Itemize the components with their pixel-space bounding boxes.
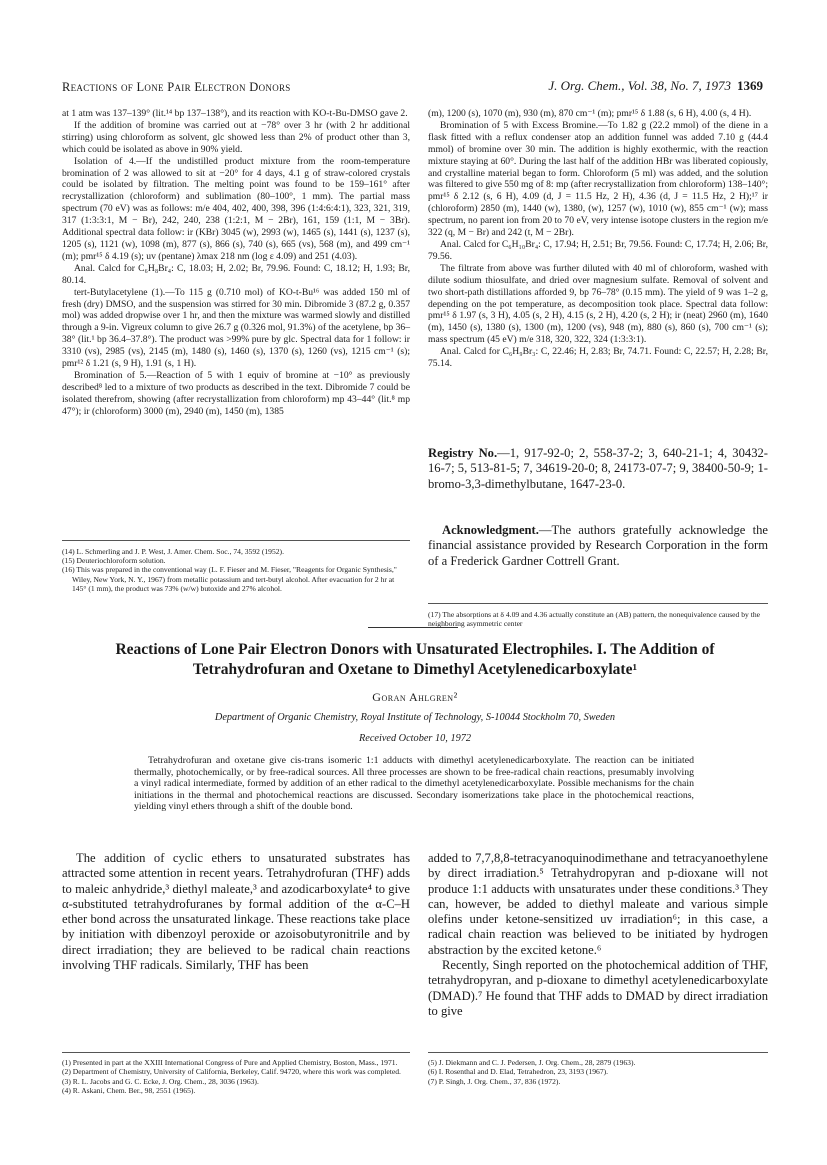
experimental-right-column [428, 108, 768, 370]
body-left-column [62, 851, 410, 973]
paragraph: added to 7,7,8,8-tetracyanoquinodimethane and tetracyanoethylene by direct irradiation.⁵ Tetrahydropyran and p-dioxane will not produce 1:1 adducts with unsaturates under these conditions.³ They can, however, be added to diethyl maleate and various simple olefins under ketone-sensitized uv irradiation⁶; in this case, a radical chain reaction was believed to be initiated by hydrogen abstraction by the excited ketone.⁶ [428, 851, 768, 957]
footnote: (3) R. L. Jacobs and G. C. Ecke, J. Org. Chem., 28, 3036 (1963). [62, 1076, 259, 1086]
footnotes-top-left [62, 540, 410, 593]
footnote-top-right: (17) The absorptions at δ 4.09 and 4.36 actually constitute an (AB) pattern, the nonequivalence caused by the neighboring asymmetric center [428, 603, 768, 628]
footnote: (7) P. Singh, J. Org. Chem., 37, 836 (1972). [428, 1076, 561, 1086]
paragraph: Bromination of 5 with Excess Bromine.—To 1.82 g (22.2 mmol) of the diene in a flask fitted with a reflux condenser atop an addition funnel was added 7.10 g (44.4 mmol) of bromine over 30 min. The addition is highly exothermic, with the reaction mixture staying at 60°. During the last half of the addition HBr was liberated copiously, and crystalline material began to form. Chloroform (5 ml) was added, and the solution was filtered to give 550 mg of 8: mp (after recrystallization from chloroform) 138–140°; pmr¹⁵ δ 2.12 (s, 6 H), 4.09 (d, J = 11.5 Hz, 2 H), 4.36 (d, J = 11.5 Hz, 2 H);¹⁷ ir (chloroform) 2850 (m), 1440 (w), 1380, (w), 1257 (w), 1010 (w), 855 cm⁻¹ (w); mass spectrum, no parent ion from 20 to 70 eV, very intense isotope clusters in the region m/e 322 (q, M − Br) and 242 (t, M − 2Br). [428, 119, 768, 239]
footnote: (16) This was prepared in the conventional way (L. F. Fieser and M. Fieser, "Reagents for Organic Synthesis," Wiley, New York, N. Y., 1967) from metallic potassium and tert-butyl alcohol. After evacuation for 2 hr at 145° (1 mm), the product was 73% (w/w) butoxide and 27% alcohol. [62, 565, 397, 593]
page-number: 1369 [737, 78, 763, 93]
footnote: (14) L. Schmerling and J. P. West, J. Amer. Chem. Soc., 74, 3592 (1952). [62, 547, 284, 556]
journal-citation [548, 78, 763, 94]
experimental-left-column [62, 108, 410, 418]
registry-numbers [428, 446, 768, 492]
abstract: Tetrahydrofuran and oxetane give cis-trans isomeric 1:1 adducts with dimethyl acetylenedicarboxylate. The reaction can be initiated thermally, photochemically, or by free-radical sources. All three processes are shown to be free-radical chain reactions, presumably involving a vinyl radical intermediate, formed by addition of an ether radical to the dimethyl acetylenedicarboxylate. Possible mechanisms for the chain initiations in the thermal and photochemical reactions are discussed. Secondary isomerizations take place in the photochemical reactions, yielding vinyl ethers through a shift of the double bond. [134, 755, 694, 813]
footnotes-bottom-right [428, 1052, 768, 1086]
paragraph: at 1 atm was 137–139° (lit.¹⁴ bp 137–138°), and its reaction with KO-t-Bu-DMSO gave 2. [62, 108, 408, 119]
footnote: (2) Department of Chemistry, University of California, Berkeley, Calif. 94720, where this work was completed. [62, 1067, 401, 1077]
footnote: (6) I. Rosenthal and D. Elad, Tetrahedron, 23, 3193 (1967). [428, 1067, 609, 1077]
paragraph: The filtrate from above was further diluted with 40 ml of chloroform, washed with dilute sodium thiosulfate, and dried over magnesium sulfate. Removal of solvent and two short-path distillations afforded 9, bp 76–78° (0.15 mm). The yield of 9 was 1–2 g, depending on the pot temperature, as decomposition took place. Spectral data follow: pmr¹⁵ δ 1.97 (s, 3 H), 4.05 (s, 2 H), 4.15 (s, 2 H), 4.20 (s, 2 H); ir (neat) 2960 (m), 1640 (m), 1450 (s), 1380 (s), 1300 (m), 1200 (vs), 948 (m), 880 (s), 860 (s), 700 cm⁻¹ (s); mass spectrum (45 eV) m/e 318, 320, 322, 324 (1:3:3:1). [428, 262, 768, 346]
footnote: (4) R. Askani, Chem. Ber., 98, 2551 (1965). [62, 1085, 196, 1095]
article-title: Reactions of Lone Pair Electron Donors with Unsaturated Electrophiles. I. The Addition of Tetrahydrofuran and Oxetane to Dimethyl Acetylenedicarboxylate¹ [115, 641, 715, 678]
acknowledgment-text: —The authors gratefully acknowledge the financial assistance provided by Research Corporation in the form of a Frederick Gardner Cottrell Grant. [428, 523, 768, 568]
body-right-column [428, 851, 768, 1019]
journal-name: J. Org. Chem., Vol. 38, No. 7, 1973 [548, 78, 731, 93]
article-author: Goran Ahlgren² [372, 690, 458, 704]
paragraph: tert-Butylacetylene (1).—To 115 g (0.710 mol) of KO-t-Bu¹⁶ was added 150 ml of fresh (dry) DMSO, and the suspension was stirred for 30 min. Dibromide 3 (87.2 g, 0.357 mol) was added dropwise over 1 hr, and then the mixture was warmed slowly and distilled through a 9-in. Vigreux column to give 26.7 g (0.326 mol, 91.3%) of the acetylene, bp 36–38° (lit.¹ bp 36.4–37.8°). The product was >99% pure by glc. Spectral data for 1 follow: ir 3310 (vs), 2985 (vs), 2145 (m), 1480 (s), 1460 (s), 1370 (s), 1260 (vs), 1215 cm⁻¹ (s); pmr¹² δ 1.21 (s, 9 H), 1.91 (s, 1 H). [62, 286, 410, 370]
section-divider [368, 627, 458, 628]
received-date: Received October 10, 1972 [358, 733, 472, 744]
running-title: Reactions of Lone Pair Electron Donors [62, 80, 291, 94]
paragraph: Anal. Calcd for C₆H₉Br₃: C, 22.46; H, 2.83; Br, 74.71. Found: C, 22.57; H, 2.28; Br, 75.14. [428, 346, 768, 370]
registry-text: —1, 917-92-0; 2, 558-37-2; 3, 640-21-1; 4, 30432-16-7; 5, 513-81-5; 7, 34619-20-0; 8, 24173-07-7; 9, 38400-50-9; 1-bromo-3,3-dimethylbutane, 1647-23-0. [428, 446, 768, 491]
paragraph: If the addition of bromine was carried out at −78° over 3 hr (with 2 hr additional stirring) using chloroform as solvent, glc showed less than 2% of product other than 3, which could be isolated as above in 90% yield. [62, 119, 410, 155]
paragraph: Recently, Singh reported on the photochemical addition of THF, tetrahydropyran, and p-dioxane to dimethyl acetylenedicarboxylate (DMAD).⁷ He found that THF adds to DMAD by direct irradiation to give [428, 958, 768, 1018]
paragraph: Isolation of 4.—If the undistilled product mixture from the room-temperature bromination of 2 was allowed to sit at −20° for 4 days, 4.1 g of straw-colored crystals could be isolated by filtration. The melting point was found to be 159–161° after recrystallization (chloroform) and sublimation (80–100°, 1 mm). The partial mass spectrum (70 eV) was as follows: m/e 404, 402, 400, 398, 396 (1:4:6:4:1), 323, 321, 319, 317 (1:3:3:1, M − Br), 242, 240, 238 (1:2:1, M − 2Br), 161, 159 (1:1, M − 3Br). Additional spectral data follow: ir (KBr) 3045 (w), 2993 (w), 1465 (s), 1441 (s), 1237 (s), 1205 (s), 1121 (w), 1098 (m), 877 (s), 866 (s), 740 (s), 665 (vs), 568 (m), and 499 cm⁻¹ (m); pmr¹⁵ δ 4.19 (s); uv (pentane) λmax 218 nm (log ε 4.09) and 251 (4.03). [62, 155, 410, 262]
footnote: (15) Deuteriochloroform solution. [62, 556, 166, 566]
paragraph: Anal. Calcd for C₆H₁₀Br₄: C, 17.94; H, 2.51; Br, 79.56. Found: C, 17.74; H, 2.06; Br, 79.56. [428, 238, 768, 262]
paragraph: The addition of cyclic ethers to unsaturated substrates has attracted some attention in recent years. Tetrahydrofuran (THF) adds to maleic anhydride,³ diethyl maleate,³ and azodicarboxylate⁴ to give α-substituted tetrahydrofuranes by formal addition of the α-C–H ether bond across the unsaturated linkage. These reactions take place by initiation with dibenzoyl peroxide or azoisobutyronitrile and by direct irradiation; they are believed to be radical chain reactions involving THF radicals. Similarly, THF has been [62, 851, 410, 973]
registry-label: Registry No. [428, 446, 498, 460]
acknowledgment [428, 523, 768, 569]
author-affiliation: Department of Organic Chemistry, Royal Institute of Technology, S-10044 Stockholm 70, Sweden [214, 712, 616, 723]
footnote: (5) J. Diekmann and C. J. Pedersen, J. Org. Chem., 28, 2879 (1963). [428, 1058, 636, 1067]
paragraph: Bromination of 5.—Reaction of 5 with 1 equiv of bromine at −10° as previously described⁸ led to a mixture of two products as described in the text. Dibromide 7 could be isolated therefrom, showing (after recrystallization from chloroform) mp 43–44° (lit.⁸ mp 47°); ir (chloroform) 3000 (m), 2940 (m), 1450 (m), 1385 [62, 369, 410, 417]
footnotes-bottom-left [62, 1052, 410, 1095]
acknowledgment-label: Acknowledgment. [442, 523, 539, 537]
paragraph: (m), 1200 (s), 1070 (m), 930 (m), 870 cm⁻¹ (m); pmr¹⁵ δ 1.88 (s, 6 H), 4.00 (s, 4 H). [428, 108, 752, 119]
footnote: (1) Presented in part at the XXIII International Congress of Pure and Applied Chemistry, Boston, Mass., 1971. [62, 1058, 398, 1067]
paragraph: Anal. Calcd for C₆H₈Br₄: C, 18.03; H, 2.02; Br, 79.96. Found: C, 18.12; H, 1.93; Br, 80.14. [62, 262, 410, 286]
